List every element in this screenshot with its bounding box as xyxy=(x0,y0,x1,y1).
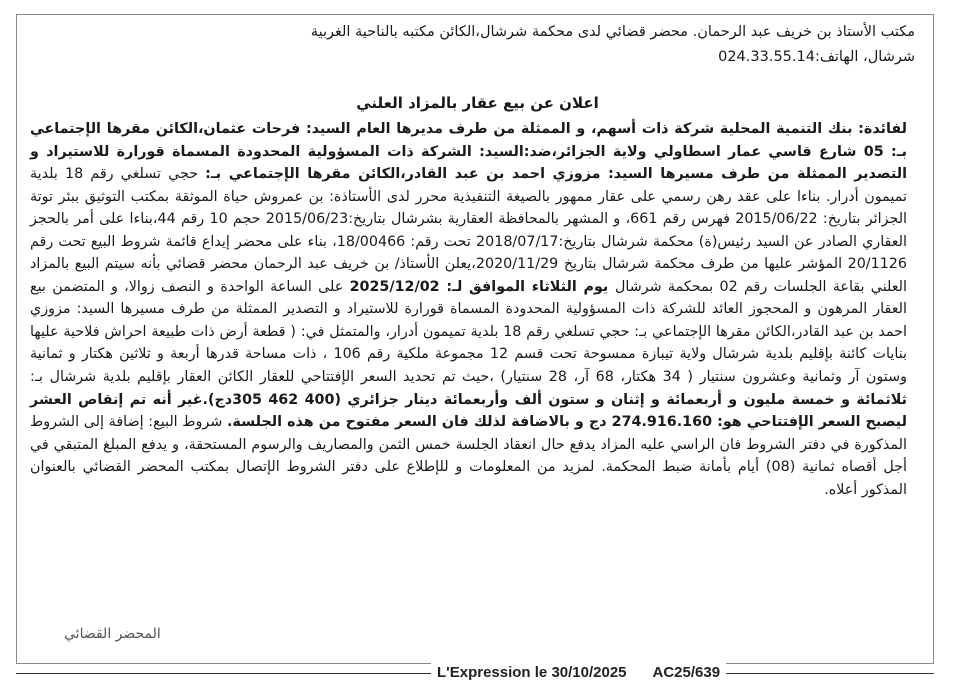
notice-title: اعلان عن بيع عقار بالمزاد العلني xyxy=(356,94,599,112)
footer-label xyxy=(431,662,726,684)
opening-price-text: ثلاثمائة و خمسة مليون و أربعمائة و إثنان و ستون ألف وأربعمائة دينار جزائري (400 462 305دج).غير أنه تم إنقاص العشر ليصبح السعر الإفتتاحي هو: 274.916.160 دج و بالاضافة لذلك فان السعر مفتوح من هذه الجلسة. xyxy=(30,391,907,431)
publication-date: L'Expression le 30/10/2025 xyxy=(437,664,627,681)
reference-code: AC25/639 xyxy=(652,664,721,681)
property-description-text: على الساعة الواحدة و النصف زوالا، و المتضمن بيع العقار المرهون و المحجوز العائد للشركة ذات المسؤولية المحدودة المسماة قورارة للاستيراد و التصدير الممثلة من طرف مسيرها السيد: مزوزي احمد بن عبد القادر،الكائن مقرها الإجتماعي بـ: حجي تسلغي رقم 18 بلدية تميمون أدرار، والمتمثل في: ( قطعة أرض ذات طبيعة احراش فلاحية عليها بنايات كائنة بإقليم بلدية شرشال ولاية تيبازة ممسوحة تحت قسم 12 مجموعة ملكية رقم 106 ، ذات مساحة قدرها أربعة و ثلاثين هكتار و ثمانية وستون آر وثمانية وعشرون سنتيار ( 34 هكتار، 68 آر، 28 سنتيار) ،حيث تم تحديد السعر الإفتتاحي للعقار الكائن العقار بإقليم بلدية شرشال بـ: xyxy=(30,278,908,386)
parties-text: لفائدة: بنك التنمية المحلية شركة ذات أسهم، و الممثلة من طرف مديرها العام السيد: فرحات عثمان،الكائن مقرها الإجتماعي بـ: 05 شارع قاسي عمار اسطاولي ولاية الجزائر،ضد:السيد: الشركة ذات المسؤولية المحدودة المسماة قورارة للاستيراد و التصدير الممثلة من طرف مسيرها السيد: مزوزي احمد بن عبد القادر،الكائن مقرها الإجتماعي بـ: xyxy=(30,121,907,183)
auction-date-text: يوم الثلاثاء الموافق لـ: 2025/12/02 xyxy=(349,278,616,295)
procedure-text: حجي تسلغي رقم 18 بلدية تميمون أدرار. بناءا على عقد رهن رسمي على عقار ممهور بالصيغة التنفيذية محرر لدى الأستاذة: بن عمروش حياة الموثقة بمكتب التوثيق ببئر توتة الجزائر بتاريخ: 2015/06/22 فهرس رقم 661، و المشهر بالمحافظة العقارية بشرشال بتاريخ:2015/06/23 حجم 10 رقم 44،بناءا على أمر بالحجز العقاري الصادر عن السيد رئيس(ة) محكمة شرشال بتاريخ:2018/07/17 تحت رقم: 18/00466، بناء على محضر إيداع قائمة شروط البيع تحت رقم 20/1126 المؤشر عليها من طرف محكمة شرشال بتاريخ 2020/11/29،يعلن الأستاذ/ بن خريف عبد الرحمان محضر قضائي بأنه سيتم البيع بالمزاد العلني بقاعة الجلسات رقم 02 بمحكمة شرشال xyxy=(30,166,908,295)
header-office-line: مكتب الأستاذ بن خريف عبد الرحمان. محضر قضائي لدى محكمة شرشال،الكائن مكتبه بالناحية الغربية xyxy=(310,24,915,40)
notice-header xyxy=(55,20,915,70)
sale-conditions-text: شروط البيع: إضافة إلى الشروط المذكورة في دفتر الشروط فان الراسي عليه المزاد يدفع حال انعقاد الجلسة خمس الثمن والمصاريف والرسوم المستحقة، و يدفع المبلغ المتبقي في أجل أقصاه ثمانية (08) أيام بأمانة ضبط المحكمة. لمزيد من المعلومات و للإطلاع على دفتر الشروط الإتصال بمكتب المحضر القضائي بالعنوان المذكور أعلاه. xyxy=(30,414,907,498)
notice-body xyxy=(30,118,907,501)
header-phone-line: شرشال، الهاتف:024.33.55.14 xyxy=(718,49,915,65)
publication-footer xyxy=(16,662,934,684)
bailiff-signature: المحضر القضائي xyxy=(64,626,161,642)
